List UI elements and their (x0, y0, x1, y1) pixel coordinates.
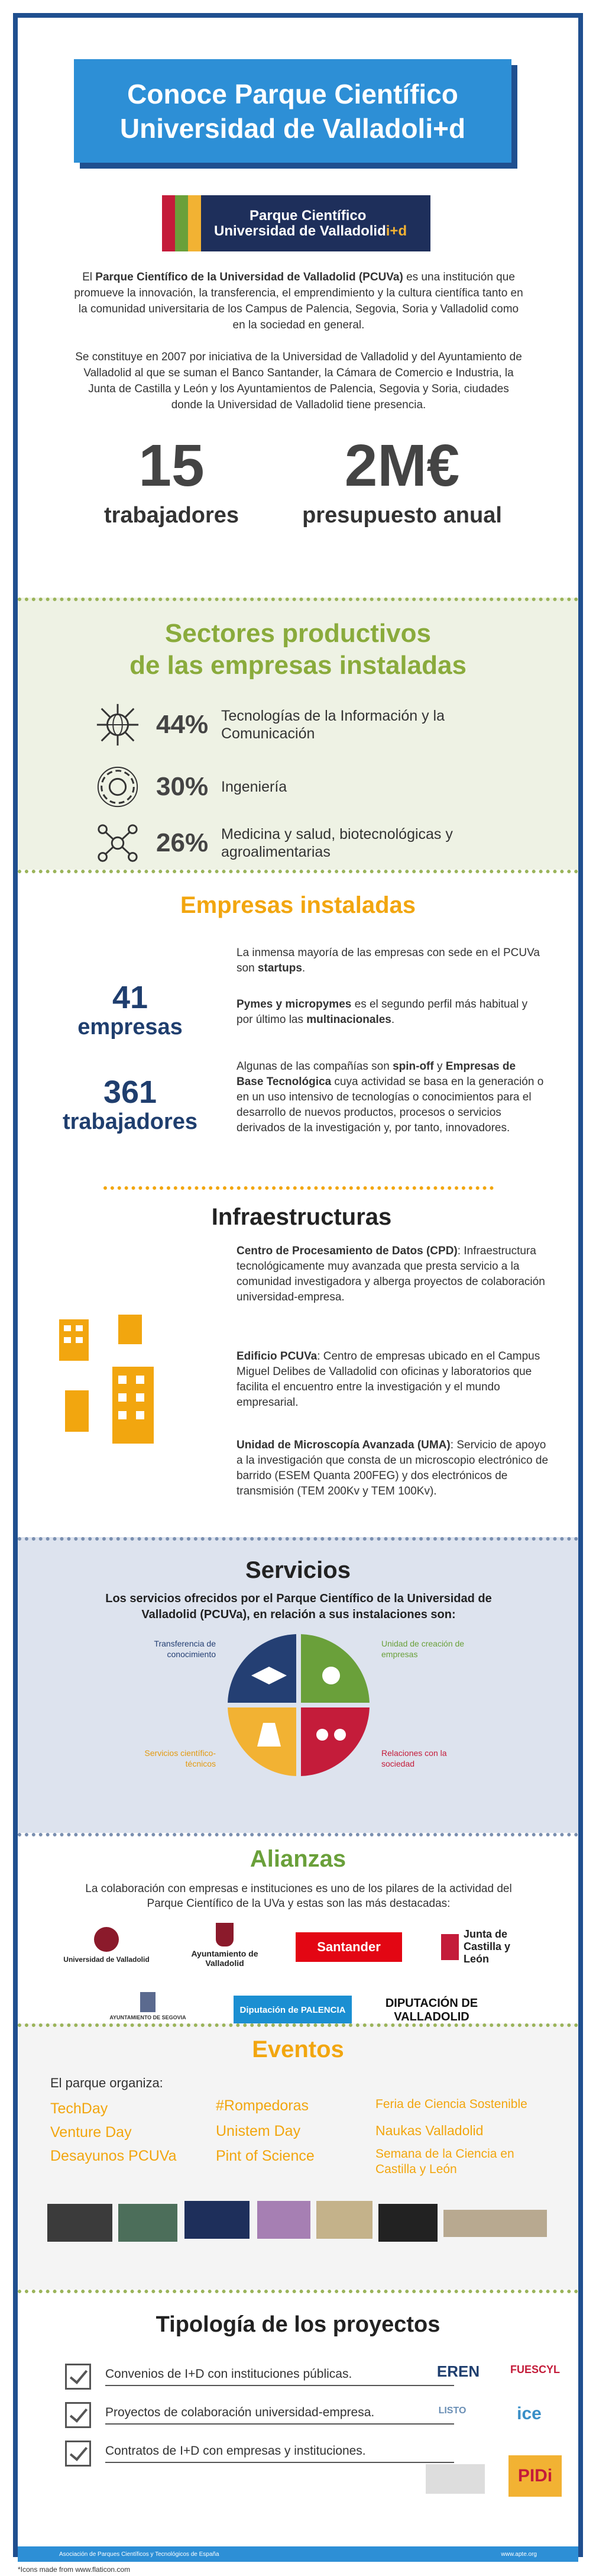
logo-ice: ice (517, 2404, 542, 2423)
logo-color-stripes (162, 195, 201, 251)
logo-line-1: Parque Científico (250, 207, 367, 224)
tipologia-title: Tipología de los proyectos (156, 2312, 440, 2337)
stat-budget-value: 2M€ (344, 432, 460, 499)
empresas-title: Empresas instaladas (180, 892, 416, 918)
event-thumb-3 (184, 2201, 250, 2239)
intro-paragraph-2: Se constituye en 2007 por iniciativa de la Universidad de Valladolid y del Ayuntamiento de Valladolid al que se suman el Banco Santander, la Cámara de Comercio e Industria, la Junta de Castilla y León y los Ayuntamientos de Palencia, Segovia y Soria, ciudades donde la Universidad de Valladolid tiene presencia. (75, 351, 522, 411)
empresas-paragraph-2: Pymes y micropymes es el segundo perfil más habitual y por último las multinacionales. (237, 998, 528, 1026)
event-thumb-7 (443, 2210, 547, 2237)
event-pint-of-science: Pint of Science (216, 2148, 315, 2164)
logo-diputacion-valladolid: DIPUTACIÓN DE VALLADOLID (385, 1996, 478, 2023)
event-desayunos: Desayunos PCUVa (50, 2148, 177, 2164)
services-quadrant-chart (228, 1634, 370, 1776)
pcuva-logo (162, 195, 430, 251)
logo-pidi: PIDi (508, 2455, 562, 2497)
logo-junta: Junta de Castilla y León (438, 1922, 532, 1972)
infra-title: Infraestructuras (211, 1204, 392, 1230)
event-thumb-6 (378, 2204, 438, 2242)
event-thumb-2 (118, 2204, 177, 2242)
eventos-section (18, 2023, 578, 2290)
checkbox-icon (65, 2402, 91, 2428)
logo-eren: EREN (436, 2362, 480, 2380)
eventos-intro: El parque organiza: (50, 2075, 163, 2090)
stat-workers-value: 15 (138, 432, 205, 499)
alianzas-intro: La colaboración con empresas e instituciones es uno de los pilares de la actividad del Parque Científico de la UVa y estas son las más destacadas: (85, 1883, 512, 1910)
sector-row-engineering (95, 764, 487, 810)
empresas-paragraph-3: Algunas de las compañías son spin-off y Empresas de Base Tecnológica cuya actividad se basa en la generación o en un uso intensivo de tecnologías o conocimientos para el desarrollo de nuevos productos, procesos o servicios derivados de la investigación y, por tanto, innovadores. (237, 1060, 544, 1134)
empresas-count-label: empresas (77, 1015, 183, 1040)
sectors-section (18, 598, 578, 870)
title-banner (74, 59, 511, 163)
tipologia-item-2: Proyectos de colaboración universidad-empresa. (65, 2402, 454, 2428)
event-thumb-1 (47, 2204, 112, 2242)
checkbox-icon (65, 2441, 91, 2467)
sector-health-pct: 26% (156, 828, 209, 857)
sectors-title-2: de las empresas instaladas (129, 651, 467, 680)
logo-segovia: AYUNTAMIENTO DE SEGOVIA (103, 1986, 192, 2027)
event-semana-ciencia: Semana de la Ciencia en Castilla y León (375, 2147, 514, 2176)
logo-line-2b: i+d (386, 222, 407, 239)
sector-ict-text: Tecnologías de la Información y la Comunicación (221, 708, 445, 742)
stat-workers-label: trabajadores (103, 503, 239, 528)
logo-diputacion-palencia: Diputación de PALENCIA (234, 1996, 352, 2024)
buildings-icon (53, 1313, 201, 1450)
network-icon (95, 702, 141, 748)
service-label-relaciones: Relaciones con la sociedad (381, 1748, 447, 1768)
service-label-servicios: Servicios científico-técnicos (144, 1748, 216, 1768)
event-feria: Feria de Ciencia Sostenible (375, 2097, 527, 2111)
servicios-title: Servicios (245, 1557, 351, 1583)
sector-health-text: Medicina y salud, biotecnológicas y agroalimentarias (221, 826, 453, 860)
servicios-section (18, 1537, 578, 1833)
sector-engineering-text: Ingeniería (221, 779, 287, 795)
event-venture-day: Venture Day (50, 2124, 132, 2141)
stat-budget-label: presupuesto anual (302, 503, 502, 528)
logo-instituto (426, 2464, 485, 2494)
event-thumb-4 (257, 2201, 310, 2239)
footer-url[interactable]: www.apte.org (501, 2551, 537, 2558)
gear-icon (95, 764, 141, 810)
tipologia-item-3: Contratos de I+D con empresas y instituciones. (65, 2441, 454, 2467)
infra-uma: Unidad de Microscopía Avanzada (UMA): Servicio de apoyo a la investigación que consta de un microscopio electrónico de barrido (ESEM Quanta 200FEG) y dos electrónicos de transmisión (TEM 200Kv y TEM 100Kv). (237, 1439, 549, 1497)
logo-listo: LISTO (438, 2406, 467, 2416)
sector-row-health (95, 820, 487, 866)
intro-paragraph-1: El Parque Científico de la Universidad de Valladolid (PCUVa) es una institución que promueve la innovación, la transferencia, el emprendimiento y la cultura científica tanto en la comunidad universitaria de los Campus de Palencia, Segovia, Soria y Valladolid como en la sociedad en general. (74, 271, 523, 331)
sectors-title-1: Sectores productivos (165, 619, 431, 648)
footer-bar (18, 2546, 578, 2562)
logo-uva: Universidad de Valladolid (62, 1922, 151, 1969)
logo-santander: Santander (296, 1932, 402, 1962)
empresas-paragraph-1: La inmensa mayoría de las empresas con sede en el PCUVa son startups. (237, 947, 540, 974)
eventos-title: Eventos (252, 2036, 344, 2062)
tipologia-item-1: Convenios de I+D con instituciones públicas. (65, 2364, 454, 2390)
footer-association: Asociación de Parques Científicos y Tecnológicos de España (59, 2551, 219, 2558)
service-label-creacion: Unidad de creación de empresas (381, 1639, 465, 1659)
icons-credit: *Icons made from www.flaticon.com (18, 2565, 131, 2574)
event-thumb-5 (316, 2201, 372, 2239)
logo-ayto-valladolid: Ayuntamiento de Valladolid (189, 1919, 260, 1972)
infra-cpd: Centro de Procesamiento de Datos (CPD): Infraestructura tecnológicamente muy avanzada que presta servicio a la comunidad investigadora y alberga proyectos de colaboración universidad-empresa. (237, 1245, 545, 1303)
title-line-2: Universidad de Valladoli+d (119, 113, 466, 144)
infographic-frame (13, 13, 583, 2557)
sector-ict-pct: 44% (156, 710, 209, 739)
title-line-1: Conoce Parque Científico (127, 79, 458, 109)
alianzas-title: Alianzas (250, 1846, 346, 1872)
infra-edificio: Edificio PCUVa: Centro de empresas ubicado en el Campus Miguel Delibes de Valladolid con oficinas y laboratorios que facilita el encuentro entre la investigación y el mundo empresarial. (237, 1350, 540, 1409)
molecule-icon (95, 820, 141, 866)
quadrant-relaciones (299, 1705, 370, 1776)
sector-row-ict (95, 702, 487, 748)
checkbox-icon (65, 2364, 91, 2390)
service-label-transferencia: Transferencia de conocimiento (154, 1639, 216, 1659)
event-naukas: Naukas Valladolid (375, 2123, 484, 2138)
empresas-count: 41 (112, 980, 148, 1015)
empresas-workers-label: trabajadores (62, 1109, 198, 1134)
logo-fuescyl: FUESCYL (510, 2363, 560, 2375)
alianzas-section (18, 1833, 578, 2028)
empresas-workers: 361 (103, 1074, 157, 1110)
event-rompedoras: #Rompedoras (216, 2097, 309, 2114)
event-techday: TechDay (50, 2100, 108, 2117)
sector-engineering-pct: 30% (156, 772, 209, 801)
servicios-intro: Los servicios ofrecidos por el Parque Científico de la Universidad de Valladolid (PCUVa), en relación a sus instalaciones son: (105, 1592, 492, 1621)
divider-dots (103, 1186, 494, 1190)
event-unistem: Unistem Day (216, 2123, 301, 2139)
logo-line-2a: Universidad de Valladolid (214, 222, 386, 239)
